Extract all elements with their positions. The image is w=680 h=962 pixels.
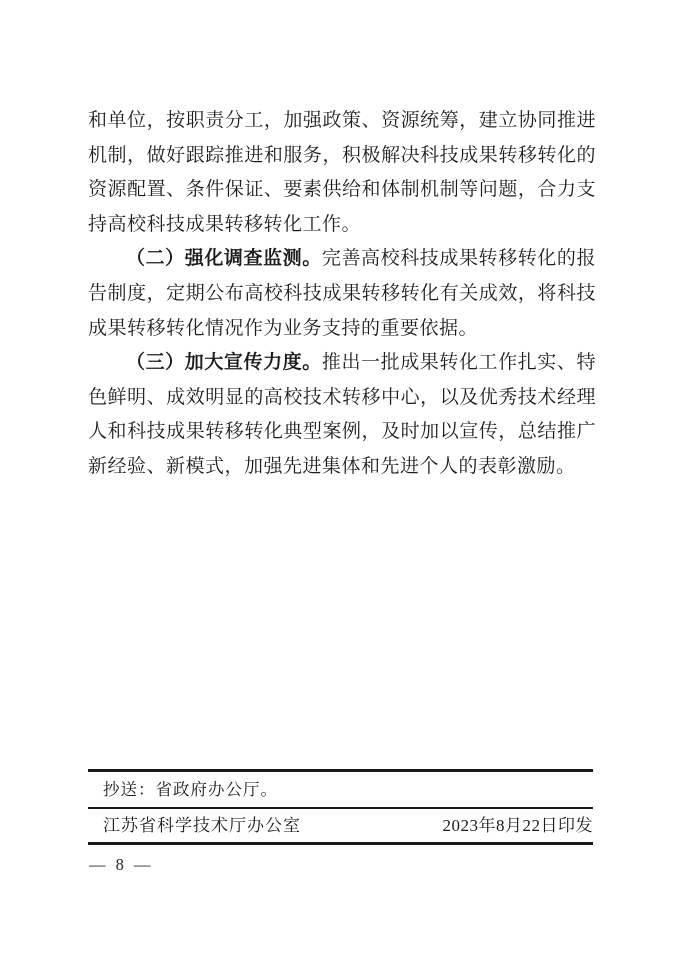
paragraph: （三）加大宣传力度。推出一批成果转化工作扎实、特色鲜明、成效明显的高校技术转移中心，以及优秀技术经理人和科技成果转移转化典型案例，及时加以宣传，总结推广新经验、新模式，加强先进集体和先进个人的表彰激励。	[88, 352, 596, 477]
paragraph: （二）强化调查监测。完善高校科技成果转移转化的报告制度，定期公布高校科技成果转移转化有关成效，将科技成果转移转化情况作为业务支持的重要依据。	[88, 248, 596, 339]
paragraph-lead: （三）加大宣传力度。	[126, 352, 322, 374]
page-number: — 8 —	[89, 855, 154, 874]
issuer-row	[88, 809, 593, 842]
issuing-office: 江苏省科学技术厅办公室	[103, 815, 301, 835]
document-body	[88, 104, 596, 485]
footer-rule-bottom	[88, 842, 593, 845]
document-footer	[88, 769, 593, 845]
cc-line: 抄送：省政府办公厅。	[103, 779, 278, 799]
print-date: 2023年8月22日印发	[442, 815, 593, 835]
paragraph-lead: （二）强化调查监测。	[126, 248, 322, 270]
paragraph: 和单位，按职责分工，加强政策、资源统筹，建立协同推进机制，做好跟踪推进和服务，积极解决科技成果转移转化的资源配置、条件保证、要素供给和体制机制等问题，合力支持高校科技成果转移转化工作。	[88, 110, 596, 235]
